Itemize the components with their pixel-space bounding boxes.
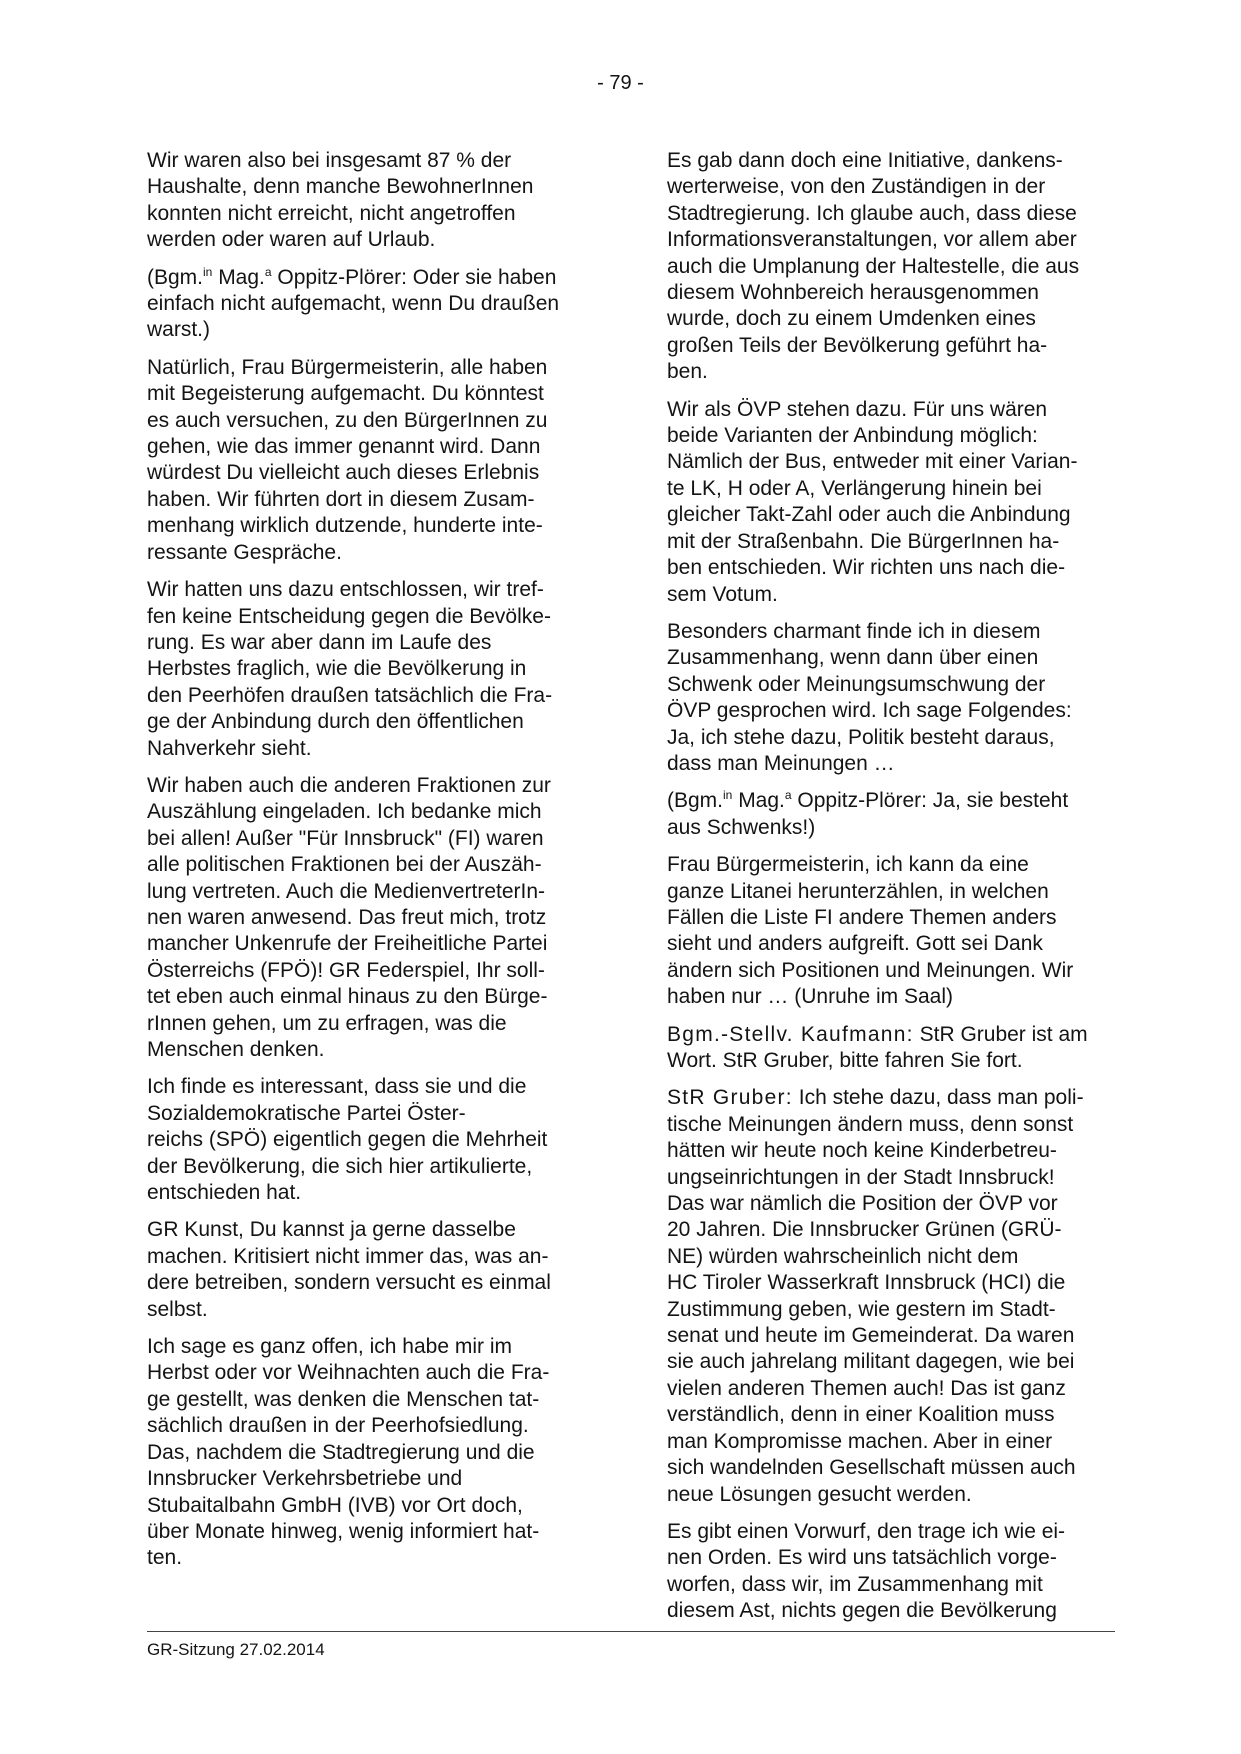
interjection (667, 788, 1107, 841)
interjection (147, 265, 587, 344)
paragraph: Es gab dann doch eine Initiative, dankens- werterweise, von den Zuständigen in der Stadtregierung. Ich glaube auch, dass diese Informationsveranstaltungen, vor allem aber auch die Umplanung der Haltestelle, die aus diesem Wohnbereich herausgenommen wurde, doch zu einem Umdenken eines großen Teils der Bevölkerung geführt ha- ben. (667, 149, 1080, 384)
paragraph: GR Kunst, Du kannst ja gerne dasselbe machen. Kritisiert nicht immer das, was an- dere betreiben, sondern versucht es einmal selbst. (147, 1218, 551, 1321)
left-column (147, 148, 587, 1572)
paragraph: Ich finde es interessant, dass sie und die Sozialdemokratische Partei Öster- reichs (SPÖ) eigentlich gegen die Mehrheit der Bevölkerung, die sich hier artikulierte, entschieden hat. (147, 1075, 548, 1205)
paragraph: Ich sage es ganz offen, ich habe mir im Herbst oder vor Weihnachten auch die Fra- ge gestellt, was denken die Menschen tat- sächlich draußen in der Peerhofsiedlung. Das, nachdem die Stadtregierung und die Innsbrucker Verkehrsbetriebe und Stubaitalbahn GmbH (IVB) vor Ort doch, über Monate hinweg, wenig informiert hat- ten. (147, 1335, 550, 1570)
superscript: in (203, 264, 213, 279)
paragraph: Wir waren also bei insgesamt 87 % der Haushalte, denn manche BewohnerInnen konnten nicht erreicht, nicht angetroffen werden oder waren auf Urlaub. (147, 149, 534, 252)
superscript: a (264, 264, 272, 279)
interjection-text: Oppitz-Plörer: Ja, sie besteht aus Schwenks!) (667, 789, 1069, 839)
paragraph: Natürlich, Frau Bürgermeisterin, alle haben mit Begeisterung aufgemacht. Du könntest es auch versuchen, zu den BürgerInnen zu gehen, wie das immer genannt wird. Dann würdest Du vielleicht auch dieses Erlebnis haben. Wir führten dort in diesem Zusam- menhang wirklich dutzende, hunderte inte- ressante Gespräche. (147, 355, 548, 564)
interjection-title: Mag. (732, 789, 785, 813)
interjection-title: Mag. (212, 265, 265, 289)
speaker-name: Bgm.-Stellv. Kaufmann: (667, 1022, 914, 1046)
paragraph: Frau Bürgermeisterin, ich kann da eine ganze Litanei herunterzählen, in welchen Fällen die Liste FI andere Themen anders sieht und anders aufgreift. Gott sei Dank ändern sich Positionen und Meinungen. Wir haben nur … (Unruhe im Saal) (667, 853, 1074, 1009)
speaker-text: StR Gruber ist am Wort. StR Gruber, bitte fahren Sie fort. (667, 1022, 1088, 1072)
speaker-text: Ich stehe dazu, dass man poli- tische Meinungen ändern muss, denn sonst hätten wir heute noch keine Kinderbetreu- ungseinrichtungen in der Stadt Innsbruck! Das war nämlich die Position der ÖVP vor 20 Jahren. Die Innsbrucker Grünen (GRÜ- NE) würden wahrscheinlich nicht dem HC Tiroler Wasserkraft Innsbruck (HCI) die Zustimmung geben, wie gestern im Stadt- senat und heute im Gemeinderat. Da waren sie auch jahrelang militant dagegen, wie bei vielen anderen Themen auch! Das ist ganz verständlich, denn in einer Koalition muss man Kompromisse machen. Aber in einer sich wandelnden Gesellschaft müssen auch neue Lösungen gesucht werden. (667, 1086, 1084, 1506)
footer-session-date: GR-Sitzung 27.02.2014 (147, 1640, 325, 1659)
paragraph: Wir haben auch die anderen Fraktionen zur Auszählung eingeladen. Ich bedanke mich bei allen! Außer "Für Innsbruck" (FI) waren alle politischen Fraktionen bei der Auszäh- lung vertreten. Auch die MedienvertreterIn- nen waren anwesend. Das freut mich, trotz mancher Unkenrufe der Freiheitliche Partei Österreichs (FPÖ)! GR Federspiel, Ihr soll- tet eben auch einmal hinaus zu den Bürge- rInnen gehen, um zu erfragen, was die Menschen denken. (147, 773, 551, 1061)
interjection-open: (Bgm. (667, 789, 724, 813)
interjection-text: Oppitz-Plörer: Oder sie haben einfach nicht aufgemacht, wenn Du draußen warst.) (147, 265, 560, 342)
speaker-name: StR Gruber: (667, 1086, 793, 1110)
paragraph: Wir hatten uns dazu entschlossen, wir tref- fen keine Entscheidung gegen die Bevölke- rung. Es war aber dann im Laufe des Herbstes fraglich, wie die Bevölkerung in den Peerhöfen draußen tatsächlich die Fra- ge der Anbindung durch den öffentlichen Nahverkehr sieht. (147, 578, 553, 760)
paragraph: Besonders charmant finde ich in diesem Zusammenhang, wenn dann über einen Schwenk oder Meinungsumschwung der ÖVP gesprochen wird. Ich sage Folgendes: Ja, ich stehe dazu, Politik besteht daraus, dass man Meinungen … (667, 619, 1072, 775)
interjection-open: (Bgm. (147, 265, 204, 289)
speaker-paragraph (667, 1022, 1107, 1075)
page-number: - 79 - (597, 72, 644, 94)
footer-divider (147, 1631, 1115, 1632)
speaker-paragraph (667, 1085, 1107, 1508)
superscript: a (784, 788, 792, 803)
superscript: in (723, 788, 733, 803)
right-column (667, 148, 1107, 1625)
paragraph: Wir als ÖVP stehen dazu. Für uns wären beide Varianten der Anbindung möglich: Nämlich der Bus, entweder mit einer Varian- te LK, H oder A, Verlängerung hinein bei gleicher Takt-Zahl oder auch die Anbindung mit der Straßenbahn. Die BürgerInnen ha- ben entschieden. Wir richten uns nach die- sem Votum. (667, 397, 1078, 606)
paragraph: Es gibt einen Vorwurf, den trage ich wie ei- nen Orden. Es wird uns tatsächlich vorge- worfen, dass wir, im Zusammenhang mit diesem Ast, nichts gegen die Bevölkerung (667, 1519, 1066, 1623)
